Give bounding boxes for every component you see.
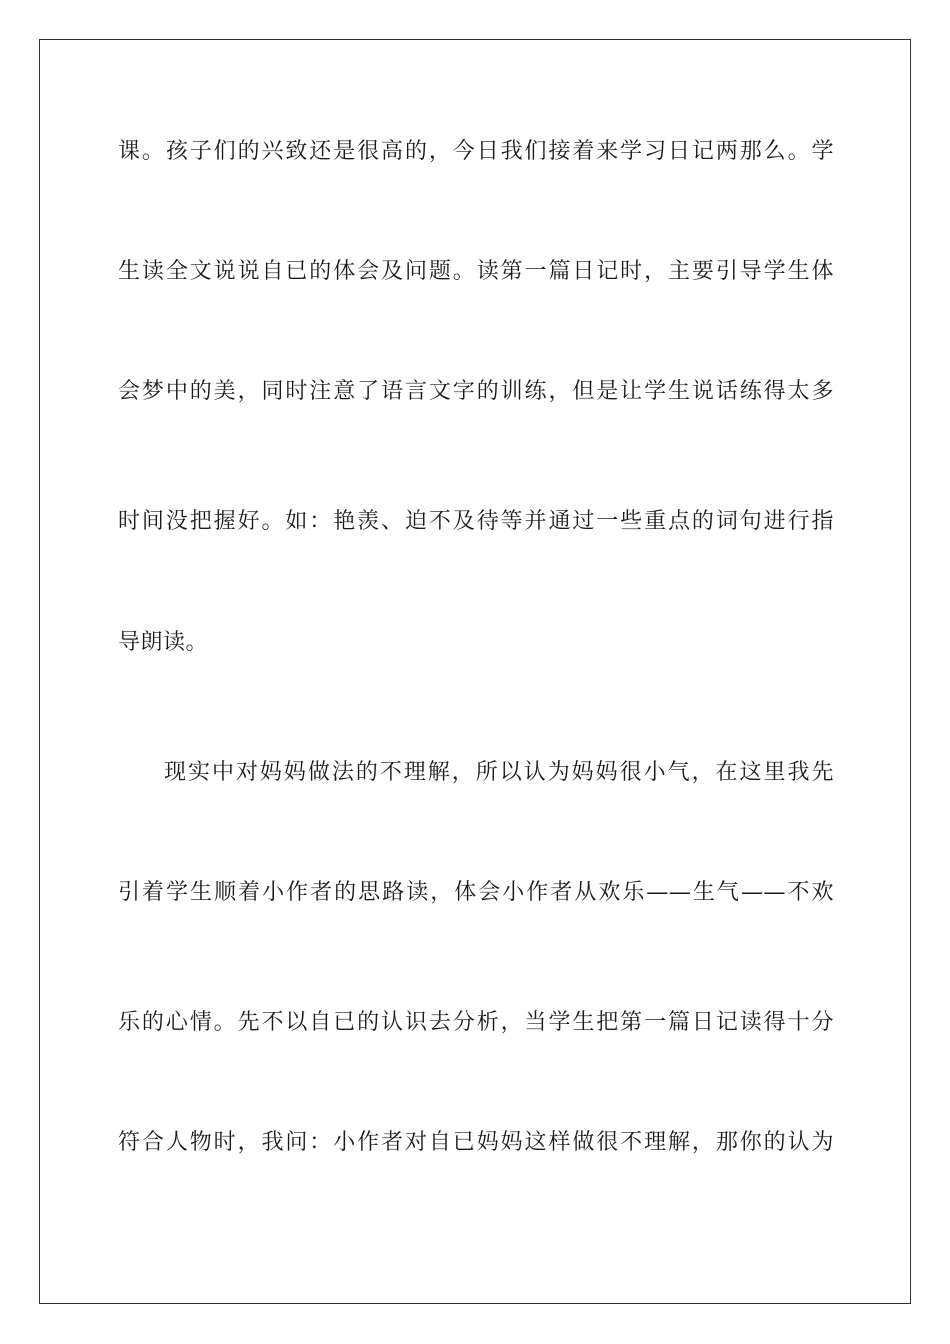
paragraph-line-1: 课。孩子们的兴致还是很高的，今日我们接着来学习日记两那么。学 (118, 139, 834, 164)
paragraph-line-3: 会梦中的美，同时注意了语言文字的训练，但是让学生说话练得太多 (118, 379, 834, 404)
paragraph-line-5: 导朗读。 (118, 630, 209, 655)
page-border (39, 39, 911, 1304)
paragraph-line-9: 符合人物时，我问：小作者对自已妈妈这样做很不理解，那你的认为 (118, 1130, 834, 1155)
paragraph-line-4: 时间没把握好。如：艳羡、迫不及待等并通过一些重点的词句进行指 (118, 509, 834, 534)
paragraph-line-2: 生读全文说说自已的体会及问题。读第一篇日记时，主要引导学生体 (118, 259, 834, 284)
paragraph-line-6: 现实中对妈妈做法的不理解，所以认为妈妈很小气，在这里我先 (164, 760, 834, 785)
paragraph-line-7: 引着学生顺着小作者的思路读，体会小作者从欢乐——生气——不欢 (118, 880, 834, 905)
paragraph-line-8: 乐的心情。先不以自已的认识去分析，当学生把第一篇日记读得十分 (118, 1010, 834, 1035)
